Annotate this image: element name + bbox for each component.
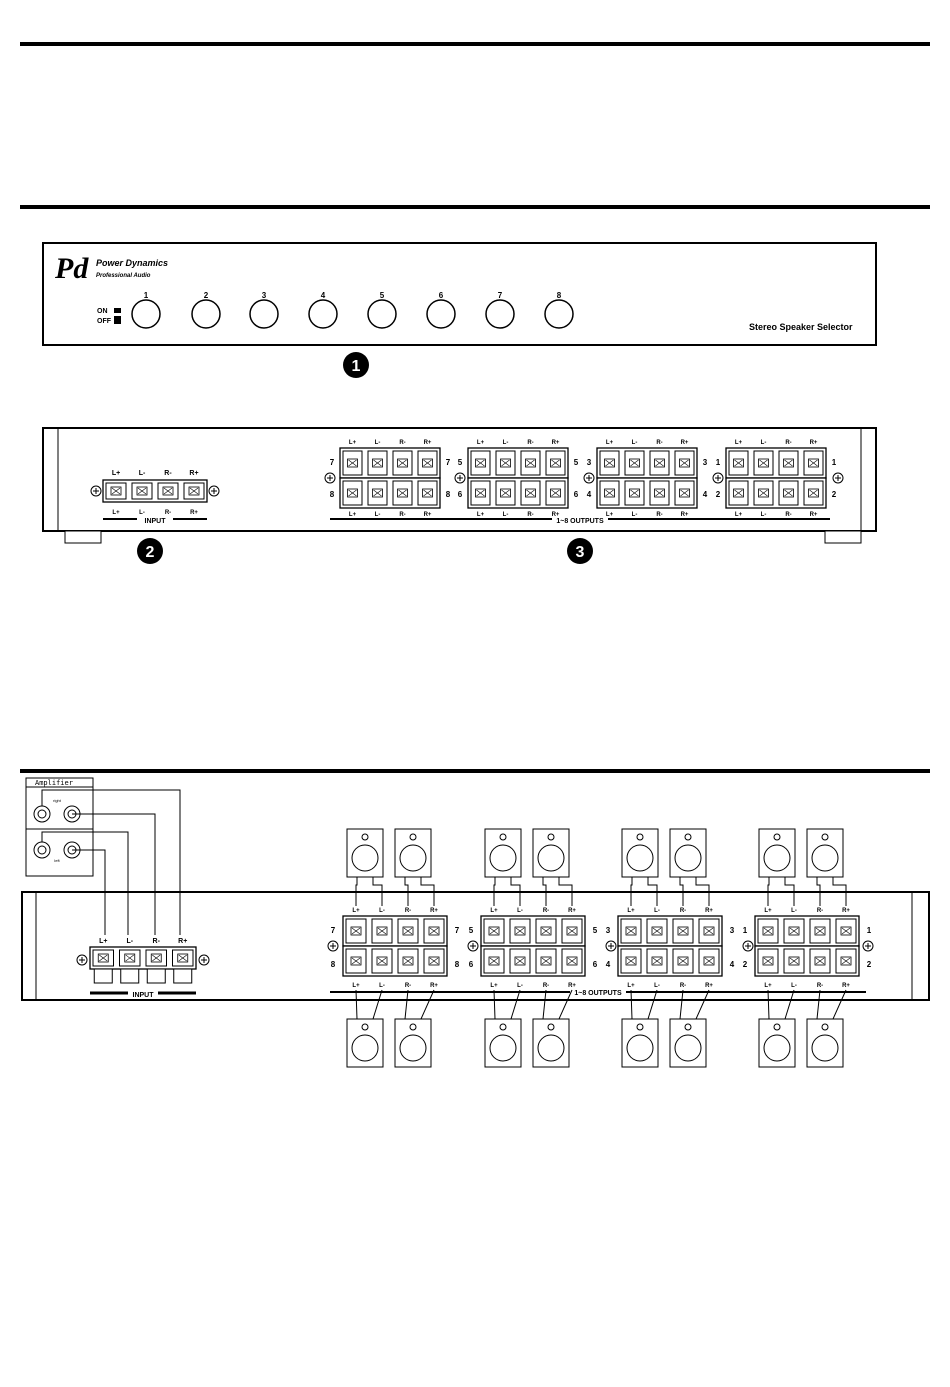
rear-output-bottom-label: R- xyxy=(399,512,406,518)
wiring-output-num: 4 xyxy=(729,960,735,969)
rear-output-bottom-label: L+ xyxy=(734,512,743,518)
rear-output-num: 2 xyxy=(715,490,721,499)
wiring-output-bottom-label: R- xyxy=(816,983,824,989)
wiring-output-bottom-label: R- xyxy=(404,983,412,989)
selector-button-label-1: 1 xyxy=(143,291,149,300)
selector-button-label-5: 5 xyxy=(379,291,385,300)
wiring-output-group-0[interactable] xyxy=(331,908,460,989)
rear-output-bottom-label: L- xyxy=(631,512,638,518)
wiring-output-top-label: L- xyxy=(654,908,660,914)
wiring-output-bottom-label: R+ xyxy=(568,983,576,989)
wiring-output-num: 3 xyxy=(729,926,735,935)
selector-button-label-7: 7 xyxy=(497,291,503,300)
selector-button-label-4: 4 xyxy=(320,291,326,300)
rear-output-num: 7 xyxy=(329,458,335,467)
selector-button-label-2: 2 xyxy=(203,291,209,300)
rear-output-num: 4 xyxy=(586,490,592,499)
wiring-output-bottom-label: R+ xyxy=(842,983,850,989)
amplifier-box xyxy=(26,778,93,876)
rear-input-label-bottom-0: L+ xyxy=(112,510,120,516)
rear-output-top-label: L+ xyxy=(348,440,357,446)
wiring-output-top-label: R- xyxy=(404,908,412,914)
rear-output-top-label: R- xyxy=(656,440,663,446)
brand-tagline: Professional Audio xyxy=(96,273,151,279)
rear-output-top-label: L+ xyxy=(476,440,485,446)
brand-name: Power Dynamics xyxy=(96,258,169,268)
rear-output-bottom-label: R- xyxy=(527,512,534,518)
rear-output-num: 2 xyxy=(831,490,837,499)
rear-output-top-label: L+ xyxy=(605,440,614,446)
rear-output-num: 5 xyxy=(573,458,579,467)
rear-output-top-label: R+ xyxy=(809,440,818,446)
rear-output-label: 1~8 OUTPUTS xyxy=(556,518,604,525)
wiring-output-bottom-label: L- xyxy=(379,983,385,989)
wiring-output-bottom-label: L+ xyxy=(764,983,772,989)
wiring-output-num: 8 xyxy=(330,960,336,969)
wiring-output-group-1[interactable] xyxy=(469,908,598,989)
wiring-output-num: 5 xyxy=(592,926,598,935)
wiring-output-top-label: L+ xyxy=(764,908,772,914)
rear-output-top-label: R- xyxy=(399,440,406,446)
off-label: OFF xyxy=(97,318,111,325)
wiring-input-label-2: R- xyxy=(152,938,160,945)
wiring-output-num: 4 xyxy=(605,960,611,969)
product-label: Stereo Speaker Selector xyxy=(749,322,853,332)
wiring-output-num: 1 xyxy=(866,926,872,935)
rear-output-top-label: L- xyxy=(502,440,509,446)
rear-output-num: 8 xyxy=(329,490,335,499)
rear-output-num: 3 xyxy=(702,458,708,467)
rear-output-top-label: R+ xyxy=(551,440,560,446)
rear-output-bottom-label: L- xyxy=(374,512,381,518)
wiring-output-top-label: L+ xyxy=(490,908,498,914)
wiring-output-bottom-label: L- xyxy=(517,983,523,989)
on-label: ON xyxy=(97,308,108,315)
rear-output-bottom-label: R- xyxy=(785,512,792,518)
wiring-output-group-3[interactable] xyxy=(743,908,872,989)
wiring-output-top-label: R- xyxy=(542,908,550,914)
rear-output-top-label: R+ xyxy=(680,440,689,446)
wiring-output-top-label: R+ xyxy=(568,908,576,914)
logo-mark: Pd xyxy=(55,252,89,285)
rear-output-num: 8 xyxy=(445,490,451,499)
rear-output-bottom-label: L+ xyxy=(348,512,357,518)
selector-button-label-3: 3 xyxy=(261,291,267,300)
amp-right-label: right xyxy=(53,798,61,803)
wiring-input-label: INPUT xyxy=(132,992,154,999)
wiring-output-label: 1~8 OUTPUTS xyxy=(574,990,622,997)
rear-output-top-label: L+ xyxy=(734,440,743,446)
wiring-output-num: 7 xyxy=(454,926,460,935)
callout-2-text: 2 xyxy=(145,544,155,561)
rear-input-label: INPUT xyxy=(144,518,166,525)
rear-output-top-label: L- xyxy=(631,440,638,446)
rear-output-num: 6 xyxy=(573,490,579,499)
callout-3-text: 3 xyxy=(575,544,585,561)
rear-output-num: 5 xyxy=(457,458,463,467)
rear-input-label-0: L+ xyxy=(111,470,121,477)
rear-output-num: 1 xyxy=(715,458,721,467)
wiring-output-bottom-label: R- xyxy=(542,983,550,989)
rear-output-top-label: L- xyxy=(760,440,767,446)
wiring-output-num: 7 xyxy=(330,926,336,935)
wiring-output-bottom-label: L+ xyxy=(352,983,360,989)
rear-output-num: 6 xyxy=(457,490,463,499)
wiring-input-label-0: L+ xyxy=(99,938,108,945)
wiring-output-num: 2 xyxy=(866,960,872,969)
amplifier-label: Amplifier xyxy=(35,779,73,787)
wiring-input-label-3: R+ xyxy=(178,938,188,945)
rear-output-num: 7 xyxy=(445,458,451,467)
wiring-output-top-label: R- xyxy=(679,908,687,914)
wiring-output-top-label: R+ xyxy=(705,908,713,914)
rear-output-bottom-label: R+ xyxy=(423,512,432,518)
rear-output-top-label: R+ xyxy=(423,440,432,446)
wiring-output-bottom-label: L- xyxy=(791,983,797,989)
wiring-output-bottom-label: L+ xyxy=(490,983,498,989)
rear-output-bottom-label: R+ xyxy=(680,512,689,518)
wiring-output-num: 1 xyxy=(742,926,748,935)
rear-input-label-2: R- xyxy=(164,470,172,477)
rear-input-label-1: L- xyxy=(138,470,146,477)
wiring-output-bottom-label: L+ xyxy=(627,983,635,989)
wiring-output-top-label: L+ xyxy=(352,908,360,914)
rear-output-bottom-label: R+ xyxy=(809,512,818,518)
wiring-output-top-label: L+ xyxy=(627,908,635,914)
rear-output-num: 3 xyxy=(586,458,592,467)
wiring-output-bottom-label: R+ xyxy=(430,983,438,989)
rear-input-label-bottom-3: R+ xyxy=(190,510,198,516)
rear-output-bottom-label: R- xyxy=(656,512,663,518)
rear-output-num: 4 xyxy=(702,490,708,499)
wiring-output-group-2[interactable] xyxy=(606,908,735,989)
rear-input-label-3: R+ xyxy=(189,470,199,477)
rear-output-num: 1 xyxy=(831,458,837,467)
rear-output-bottom-label: L+ xyxy=(476,512,485,518)
wiring-output-bottom-label: L- xyxy=(654,983,660,989)
wiring-output-top-label: R- xyxy=(816,908,824,914)
wiring-output-bottom-label: R+ xyxy=(705,983,713,989)
rear-output-bottom-label: R+ xyxy=(551,512,560,518)
rear-input-label-bottom-2: R- xyxy=(164,510,172,516)
selector-button-label-6: 6 xyxy=(438,291,444,300)
rear-output-bottom-label: L- xyxy=(502,512,509,518)
wiring-output-top-label: L- xyxy=(379,908,385,914)
callout-1-text: 1 xyxy=(351,358,361,375)
rear-output-bottom-label: L- xyxy=(760,512,767,518)
rear-input-label-bottom-1: L- xyxy=(139,510,145,516)
rear-output-top-label: R- xyxy=(785,440,792,446)
wiring-input-label-1: L- xyxy=(126,938,134,945)
rear-output-top-label: L- xyxy=(374,440,381,446)
wiring-output-num: 2 xyxy=(742,960,748,969)
rear-output-bottom-label: L+ xyxy=(605,512,614,518)
selector-button-label-8: 8 xyxy=(556,291,562,300)
wiring-output-bottom-label: R- xyxy=(679,983,687,989)
wiring-output-num: 5 xyxy=(468,926,474,935)
wiring-output-top-label: L- xyxy=(791,908,797,914)
wiring-output-top-label: R+ xyxy=(842,908,850,914)
amp-left-label: left xyxy=(54,858,60,863)
wiring-output-top-label: L- xyxy=(517,908,523,914)
wiring-output-num: 6 xyxy=(468,960,474,969)
wiring-output-top-label: R+ xyxy=(430,908,438,914)
wiring-output-num: 6 xyxy=(592,960,598,969)
wiring-output-num: 8 xyxy=(454,960,460,969)
wiring-output-num: 3 xyxy=(605,926,611,935)
rear-output-top-label: R- xyxy=(527,440,534,446)
